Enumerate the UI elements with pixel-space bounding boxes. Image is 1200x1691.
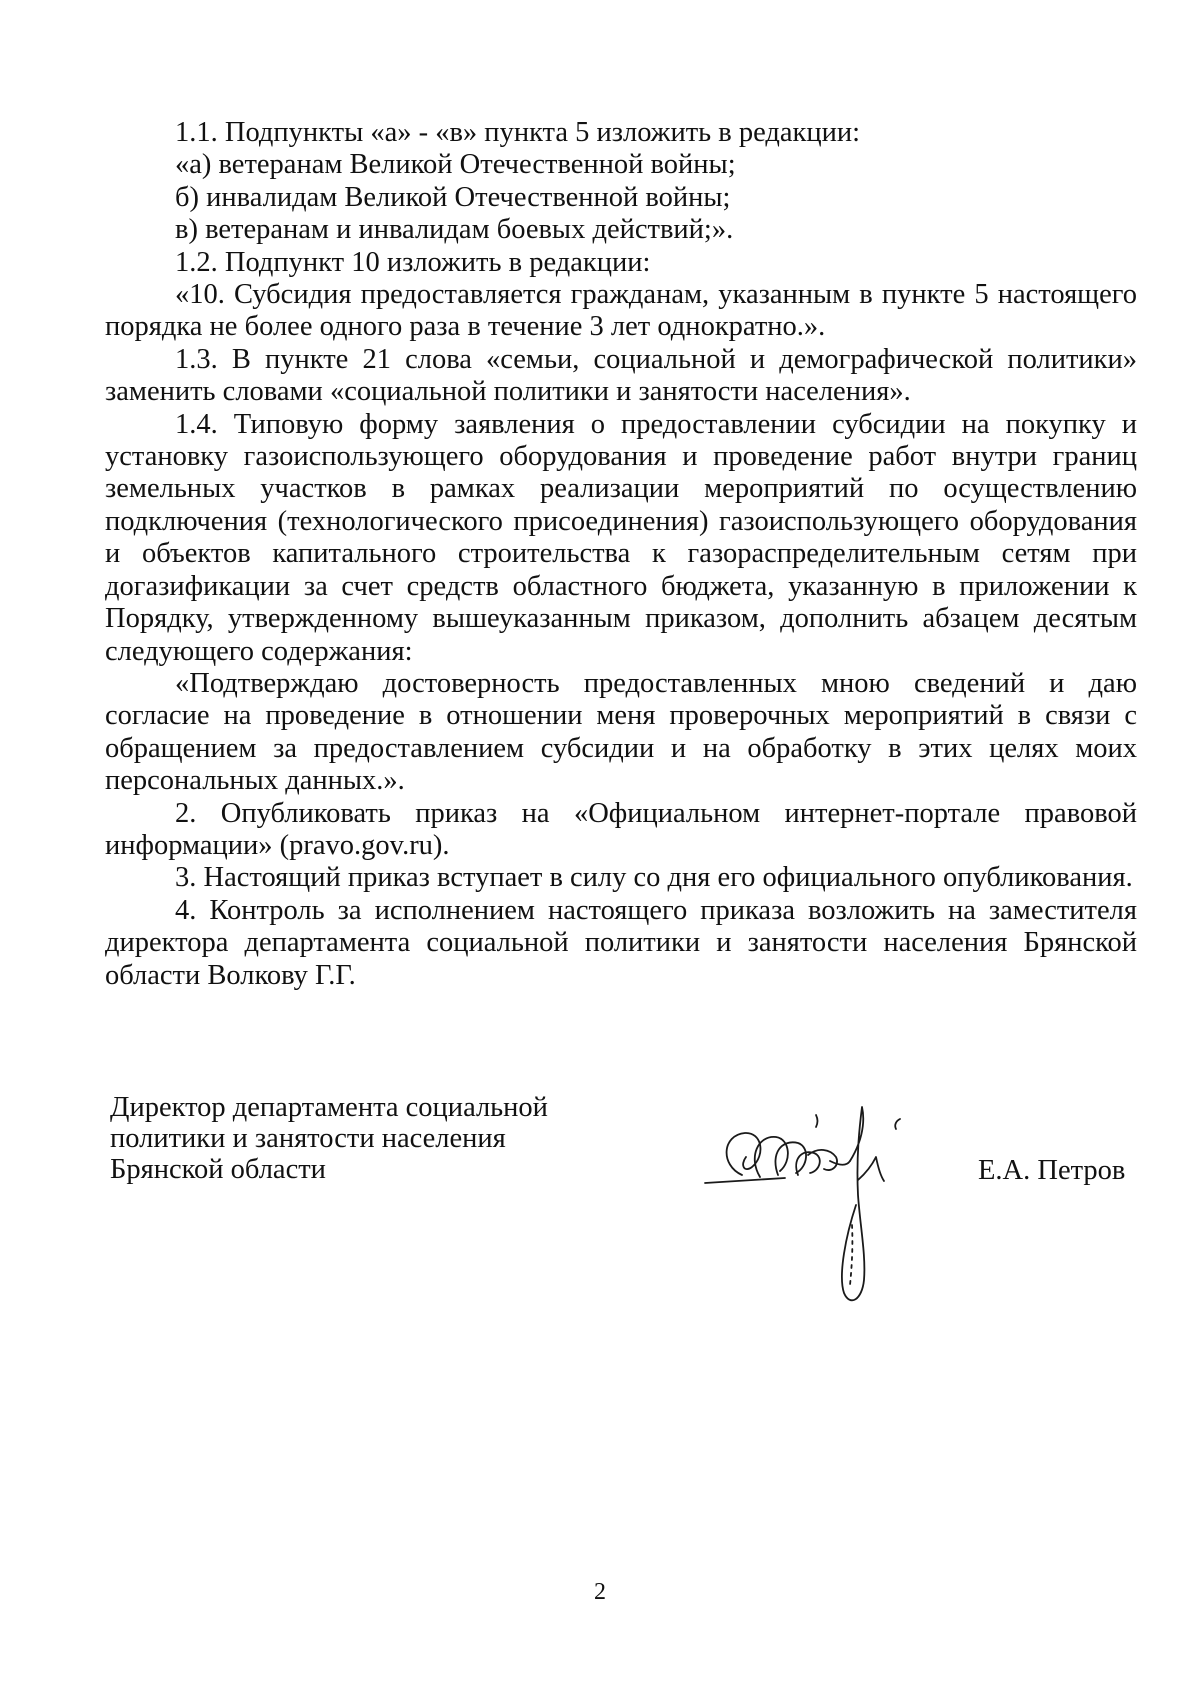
paragraph-1-2: 1.2. Подпункт 10 изложить в редакции: <box>175 246 651 278</box>
document-body <box>105 117 1137 992</box>
paragraph-2: 2. Опубликовать приказ на «Официальном интернет-портале правовой информации» (pravo.gov.ru). <box>105 797 1137 861</box>
paragraph-1-3: 1.3. В пункте 21 слова «семьи, социальной и демографической политики» заменить словами «социальной политики и занятости населения». <box>105 343 1137 408</box>
paragraph-4: 4. Контроль за исполнением настоящего приказа возложить на заместителя директора департамента социальной политики и занятости населения Брянской области Волкову Г.Г. <box>105 894 1137 991</box>
signatory-name: Е.А. Петров <box>978 1155 1126 1186</box>
page-number: 2 <box>594 1579 606 1605</box>
signatory-title-line: политики и занятости населения <box>110 1123 506 1154</box>
paragraph-1-4: 1.4. Типовую форму заявления о предоставлении субсидии на покупку и установку газоиспользующего оборудования и проведение работ внутри границ земельных участков в рамках реализации мероприятий по осуществлению подключения (технологического присоединения) газоиспользующего оборудования и объектов капитального строительства к газораспределительным сетям при догазификации за счет средств областного бюджета, указанную в приложении к Порядку, утвержденному вышеуказанным приказом, дополнить абзацем десятым следующего содержания: <box>105 408 1137 667</box>
paragraph-item-b: б) инвалидам Великой Отечественной войны; <box>175 181 731 213</box>
paragraph-1-1: 1.1. Подпункты «а» - «в» пункта 5 изложить в редакции: <box>175 117 861 148</box>
paragraph-3: 3. Настоящий приказ вступает в силу со дня его официального опубликования. <box>175 862 1133 894</box>
signatory-title-line: Директор департамента социальной <box>110 1092 548 1123</box>
paragraph-10-text: «10. Субсидия предоставляется гражданам, указанным в пункте 5 настоящего порядка не более одного раза в течение 3 лет однократно.». <box>105 279 1137 343</box>
signatory-title-line: Брянской области <box>110 1154 326 1185</box>
paragraph-item-a: «а) ветеранам Великой Отечественной войны; <box>175 149 736 181</box>
paragraph-item-v: в) ветеранам и инвалидам боевых действий;». <box>175 214 734 246</box>
handwritten-signature <box>700 1095 930 1310</box>
signatory-title <box>110 1092 548 1185</box>
paragraph-consent-text: «Подтверждаю достоверность предоставленных мною сведений и даю согласие на проведение в отношении меня проверочных мероприятий в связи с обращением за предоставлением субсидии и на обработку в этих целях моих персональных данных.». <box>105 667 1137 797</box>
